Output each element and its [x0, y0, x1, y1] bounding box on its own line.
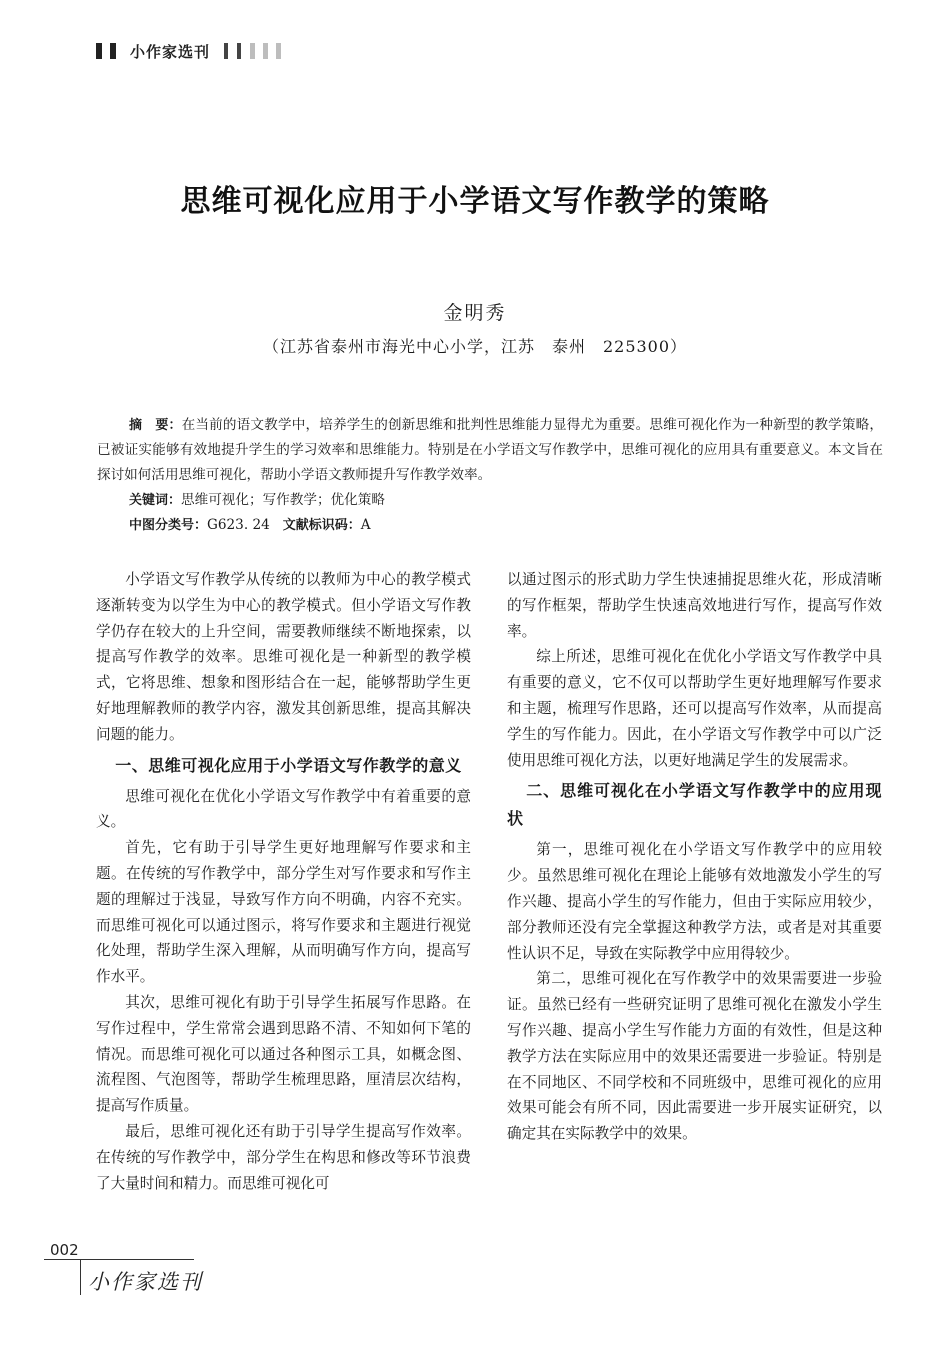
body-paragraph: 小学语文写作教学从传统的以教师为中心的教学模式逐渐转变为以学生为中心的教学模式。但小学语文写作教学仍存在较大的上升空间，需要教师继续不断地探索，以提高写作教学的效率。思维可视化是一种新型的教学模式，它将思维、想象和图形结合在一起，能够帮助学生更好地理解教师的教学内容，激发其创新思维，提高其解决问题的能力。 — [96, 571, 471, 743]
body-paragraph: 第一，思维可视化在小学语文写作教学中的应用较少。虽然思维可视化在理论上能够有效地激发小学生的写作兴趣、提高小学生的写作能力，但由于实际应用较少，部分教师还没有完全掌握这种教学方法，或者是对其重要性认识不足，导致在实际教学中应用得较少。 — [507, 841, 882, 962]
keywords-line — [97, 488, 883, 513]
abstract-label: 摘 要： — [129, 418, 182, 433]
classification-line — [97, 513, 883, 538]
article-title: 思维可视化应用于小学语文写作教学的策略 — [180, 184, 770, 219]
abstract-text: 在当前的语文教学中，培养学生的创新思维和批判性思维能力显得尤为重要。思维可视化作为一种新型的教学策略，已被证实能够有效地提升学生的学习效率和思维能力。特别是在小学语文写作教学中，思维可视化的应用具有重要意义。本文旨在探讨如何活用思维可视化，帮助小学语文教师提升写作教学效率。 — [97, 417, 883, 483]
body-paragraph: 综上所述，思维可视化在优化小学语文写作教学中具有重要的意义，它不仅可以帮助学生更好地理解写作要求和主题，梳理写作思路，还可以提高写作效率，从而提高学生的写作能力。因此，在小学语文写作教学中可以广泛使用思维可视化方法，以更好地满足学生的发展需求。 — [507, 648, 882, 769]
header-bar-decor — [96, 43, 102, 59]
keywords-label: 关键词： — [129, 493, 182, 508]
abstract-block — [97, 413, 883, 538]
footer-journal-logo: 小作家选刊 — [88, 1270, 203, 1294]
body-paragraph: 最后，思维可视化还有助于引导学生提高写作效率。在传统的写作教学中，部分学生在构思和修改等环节浪费了大量时间和精力。而思维可视化可 — [96, 1122, 471, 1192]
section-heading-1: 一、思维可视化应用于小学语文写作教学的意义 — [115, 755, 462, 775]
header-bar-decor — [110, 43, 116, 59]
clc-value: G623. 24 — [207, 517, 270, 533]
body-paragraph: 其次，思维可视化有助于引导学生拓展写作思路。在写作过程中，学生常常会遇到思路不清、不知如何下笔的情况。而思维可视化可以通过各种图示工具，如概念图、流程图、气泡图等，帮助学生梳理思路，厘清层次结构，提高写作质量。 — [96, 993, 471, 1115]
header-bar-decor — [224, 43, 228, 59]
body-paragraph: 第二，思维可视化在写作教学中的效果需要进一步验证。虽然已经有一些研究证明了思维可视化在激发小学生写作兴趣、提高小学生写作能力方面的有效性，但是这种教学方法在实际应用中的效果还需要进一步验证。特别是在不同地区、不同学校和不同班级中，思维可视化的应用效果可能会有所不同，因此需要进一步开展实证研究，以确定其在实际教学中的效果。 — [507, 970, 882, 1143]
body-paragraph: 思维可视化在优化小学语文写作教学中有着重要的意义。 — [96, 787, 471, 831]
running-header — [96, 40, 281, 62]
body-paragraph-continued: 以通过图示的形式助力学生快速捕捉思维火花，形成清晰的写作框架，帮助学生快速高效地进行写作，提高写作效率。 — [507, 571, 882, 640]
right-column — [507, 567, 882, 1147]
header-bar-decor — [237, 43, 241, 59]
clc-label: 中图分类号： — [129, 518, 208, 533]
body-paragraph: 首先，它有助于引导学生更好地理解写作要求和主题。在传统的写作教学中，部分学生对写作要求和写作主题的理解过于浅显，导致写作方向不明确，内容不充实。而思维可视化可以通过图示，将写作要求和主题进行视觉化处理，帮助学生深入理解，从而明确写作方向，提高写作水平。 — [96, 839, 471, 986]
keywords-text: 思维可视化；写作教学；优化策略 — [181, 492, 385, 508]
journal-name: 小作家选刊 — [130, 42, 211, 61]
footer-rule-vertical — [80, 1259, 81, 1295]
abstract-paragraph — [97, 413, 883, 488]
page-number: 002 — [50, 1241, 79, 1259]
header-bar-decor — [250, 43, 255, 59]
section-heading-2: 二、思维可视化在小学语文写作教学中的应用现状 — [507, 781, 882, 829]
footer-rule — [44, 1259, 194, 1260]
doc-code-label: 文献标识码： — [282, 518, 361, 533]
header-bar-decor — [263, 43, 268, 59]
header-bar-decor — [276, 43, 281, 59]
author-affiliation: （江苏省泰州市海光中心小学，江苏 泰州 225300） — [262, 337, 688, 356]
author-name: 金明秀 — [443, 302, 507, 324]
left-column — [96, 567, 471, 1196]
doc-code-value: A — [360, 517, 371, 533]
